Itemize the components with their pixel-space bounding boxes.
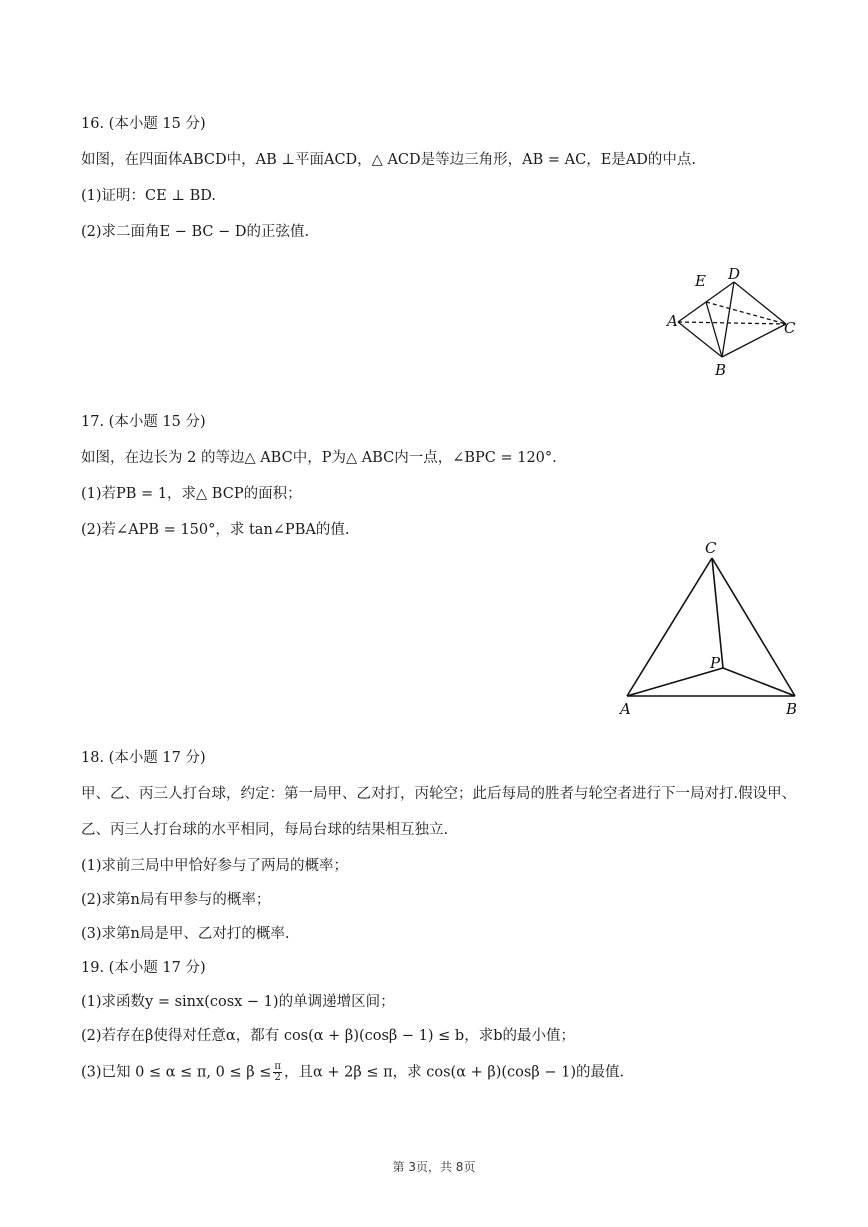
label-a: A	[620, 700, 631, 718]
q19-part3	[81, 1062, 624, 1083]
label-p: P	[710, 654, 721, 672]
q17-part2: (2)若∠APB = 150°，求 tan∠PBA的值.	[81, 522, 350, 538]
q16-part2: (2)求二面角E − BC − D的正弦值.	[81, 224, 310, 240]
label-c: C	[705, 539, 717, 557]
fraction-numerator: π	[274, 1061, 281, 1072]
page-footer: 第 3页，共 8页	[392, 1160, 476, 1174]
q17-stem: 如图，在边长为 2 的等边△ ABC中，P为△ ABC内一点，∠BPC = 120°.	[81, 450, 557, 466]
label-b: B	[786, 700, 798, 718]
fraction-pi-over-2	[273, 1062, 282, 1083]
label-c: C	[784, 319, 796, 337]
q18-part1: (1)求前三局中甲恰好参与了两局的概率；	[81, 858, 349, 874]
q19-part3-suffix: ，且α + 2β ≤ π，求 cos(α + β)(cosβ − 1)的最值.	[283, 1064, 625, 1081]
q16-part1: (1)证明：CE ⊥ BD.	[81, 188, 216, 204]
q18-part2: (2)求第n局有甲参与的概率；	[81, 892, 271, 908]
tetrahedron-figure	[660, 262, 810, 382]
label-e: E	[695, 272, 706, 290]
fraction-denominator: 2	[274, 1072, 281, 1083]
label-b: B	[715, 361, 727, 379]
label-d: D	[728, 265, 741, 283]
q19-part3-prefix: (3)已知 0 ≤ α ≤ π, 0 ≤ β ≤	[81, 1064, 272, 1081]
q16-stem: 如图，在四面体ABCD中，AB ⊥平面ACD，△ ACD是等边三角形，AB = AC，E是AD的中点.	[81, 152, 696, 168]
triangle-figure	[610, 533, 810, 723]
q18-part3: (3)求第n局是甲、乙对打的概率.	[81, 926, 290, 942]
q19-title: 19. (本小题 17 分)	[81, 960, 206, 976]
q19-part1: (1)求函数y = sinx(cosx − 1)的单调递增区间；	[81, 994, 395, 1010]
q18-title: 18. (本小题 17 分)	[81, 750, 206, 766]
label-a: A	[667, 312, 678, 330]
q18-stem: 甲、乙、丙三人打台球，约定：第一局甲、乙对打，丙轮空；此后每局的胜者与轮空者进行下一局对打.假设甲、乙、丙三人打台球的水平相同，每局台球的结果相互独立.	[81, 786, 797, 838]
q17-part1: (1)若PB = 1，求△ BCP的面积；	[81, 486, 302, 502]
q17-title: 17. (本小题 15 分)	[81, 414, 206, 430]
q19-part2: (2)若存在β使得对任意α，都有 cos(α + β)(cosβ − 1) ≤ b，求b的最小值；	[81, 1028, 575, 1044]
q16-title: 16. (本小题 15 分)	[81, 116, 206, 132]
